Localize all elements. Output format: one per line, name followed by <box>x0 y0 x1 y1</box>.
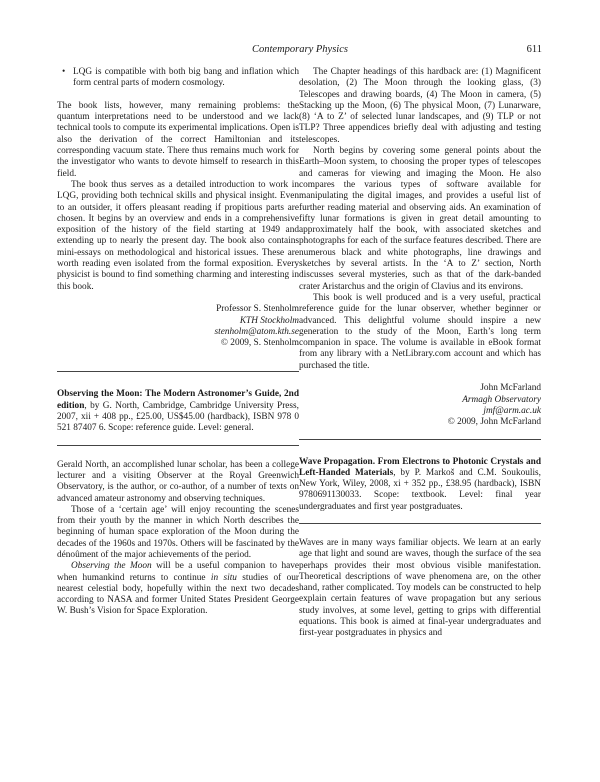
reviewer-signature <box>57 304 299 349</box>
copyright-line: © 2009, S. Stenholm <box>220 338 299 349</box>
book-title: Wave Propagation. From Electrons to Photonic Crystals and Left-Handed Materials <box>299 456 541 478</box>
reviewer-email[interactable]: stenholm@atom.kth.se <box>214 326 299 337</box>
left-column <box>57 67 299 618</box>
paragraph: Observing the Moon will be a useful companion to have when humankind returns to continue in situ studies of our nearest celestial body, hopefully within the next two decades according to NASA and former United States President George W. Bush’s Vision for Space Exploration. <box>57 561 300 617</box>
review-heading <box>57 371 299 445</box>
review-heading <box>299 439 541 524</box>
reviewer-signature <box>299 383 541 428</box>
book-title: Observing the Moon: The Modern Astronomer’s Guide, 2nd edition <box>57 389 299 411</box>
paragraph: The book thus serves as a detailed introduction to work in LQG, providing both technical skills and physical insight. Even to an outsider, it offers pleasant reading if propitious parts are chosen. It begins by an overview and ends in a comprehensive exposition of the history of the field starting at 1949 and extending up to nearly the present day. The book also contains mini-essays on methodological and historical issues. These are worth reading even isolated from the formal exposition. Every physicist is bound to find something charming and interesting in this book. <box>57 179 299 292</box>
reviewer-affiliation: KTH Stockholm <box>239 315 299 326</box>
reviewer-affiliation: Armagh Observatory <box>462 394 541 405</box>
paragraph: The book lists, however, many remaining problems: the quantum interpretations need to be understood and we lack technical tools to compute its experimental implications. Open is also the derivation of the correct Hamiltonian and its corresponding vacuum state. There thus remains much work for the investigator who wants to devote himself to research in this field. <box>57 100 299 179</box>
book-details: , by G. North, Cambridge, Cambridge University Press, 2007, xii + 408 pp., £25.00, US$45.00 (hardback), ISBN 978 0 521 87407 6. Scope: reference guide. Level: general. <box>57 400 299 434</box>
page-number: 611 <box>526 44 542 55</box>
copyright-line: © 2009, John McFarland <box>447 417 541 428</box>
paragraph: Gerald North, an accomplished lunar scholar, has been a college lecturer and a visiting Observer at the Royal Greenwich Observatory, is the author, or co-author, of a number of texts on advanced amateur astronomy and observing techniques. <box>57 459 299 504</box>
reviewer-email[interactable]: jmf@arm.ac.uk <box>483 405 541 416</box>
journal-title: Contemporary Physics <box>252 44 348 55</box>
paragraph: North begins by covering some general points about the Earth–Moon system, to choosing the proper types of telescopes and cameras for viewing and imaging the Moon. He also compares the various types of software available for manipulating the digital images, and provides a useful list of further reading material and observing aids. An examination of fifty lunar formations is given in great detail amounting to approximately half the book, with associated sketches and photographs for each of the surface features described. There are numerous black and white photographs, line drawings and sketches by several artists. In the ‘A to Z’ section, North discusses several mysteries, such as that of the dark-banded crater Aristarchus and the origin of Clavius and its environs. <box>299 146 541 292</box>
paragraph: Those of a ‘certain age’ will enjoy recounting the scenes from their youth by the manner in which North describes the beginning of human space exploration of the Moon during the decades of the 1960s and 1970s. Others will be fascinated by the dénoûment of the major achievements of the period. <box>57 504 299 560</box>
book-title-em: Observing the Moon <box>71 561 152 572</box>
right-column <box>299 67 541 640</box>
running-header <box>0 44 600 58</box>
paragraph: Waves are in many ways familiar objects. We learn at an early age that light and sound are waves, though the surface of the sea perhaps provides their most obvious visible manifestation. Theoretical descriptions of wave phenomena are, on the other hand, rather complicated. Toy models can be constructed to help explain certain features of wave propagation but any serious study involves, at some level, getting to grips with differential equations. This book is aimed at final-year undergraduates and first-year postgraduates in physics and <box>299 537 541 639</box>
book-details: , by P. Markoš and C.M. Soukoulis, New York, Wiley, 2008, xi + 352 pp., £38.95 (hardback), ISBN 9780691130033. Scope: textbook. Level: final year undergraduates and first year postgraduates. <box>299 467 541 512</box>
paragraph: The Chapter headings of this hardback are: (1) Magnificent desolation, (2) The Moon through the looking glass, (3) Telescopes and drawing boards, (4) The Moon in camera, (5) Stacking up the Moon, (6) The physical Moon, (7) Lunarware, (8) ‘A to Z’ of selected lunar landscapes, and (9) TLP or not TLP? Three appendices briefly deal with adjusting and testing telescopes. <box>299 67 541 145</box>
bullet-item: • LQG is compatible with both big bang and inflation which form central parts of modern cosmology. <box>59 67 299 90</box>
reviewer-name: Professor S. Stenholm <box>216 304 299 315</box>
reviewer-name: John McFarland <box>480 383 541 394</box>
paragraph: This book is well produced and is a very useful, practical reference guide for the lunar observer, whether beginner or advanced. This delightful volume should inspire a new generation to the study of the Moon, Earth’s long term companion in space. The volume is available in eBook format from any library with a NetLibrary.com account and which has purchased the title. <box>299 292 541 371</box>
